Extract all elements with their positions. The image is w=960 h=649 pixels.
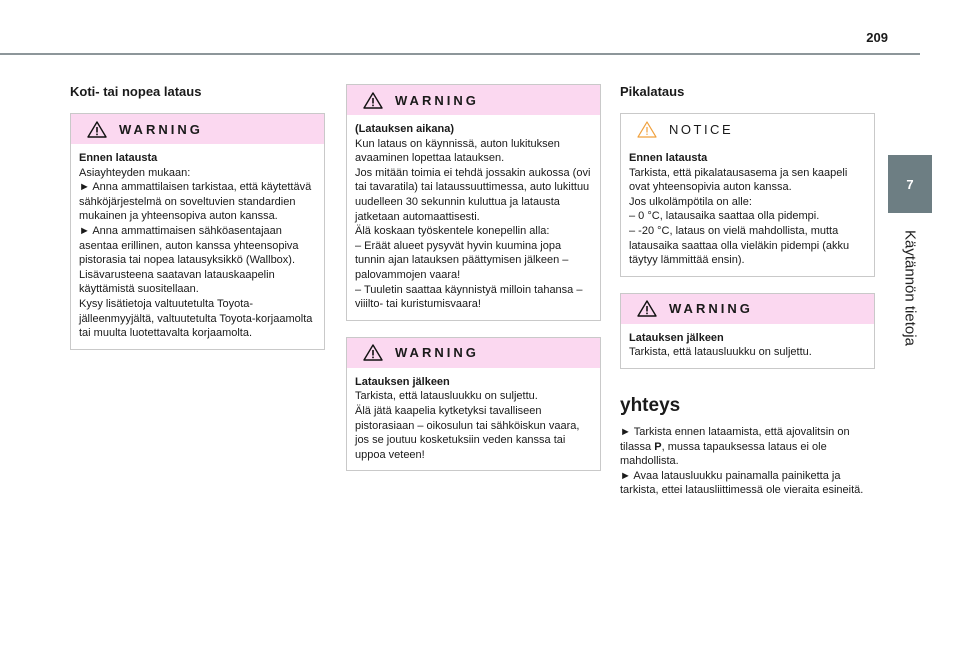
- warning-line: Kun lataus on käynnissä, auton lukituksen avaaminen lopettaa latauksen.: [355, 137, 560, 165]
- notice-triangle-icon: [637, 121, 657, 138]
- warning-line: – Tuuletin saattaa käynnistyä milloin tahansa – viiilto- tai kuristumisvaara!: [355, 283, 583, 311]
- connection-paragraph-1: ► Tarkista ennen lataamista, että ajovalitsin on tilassa P, mussa tapauksessa lataus ei ole mahdollista.: [620, 425, 850, 468]
- warning-box-before-charging: [70, 113, 325, 350]
- warning-line: Lisävarusteena saatavan latauskaapelin käyttämistä suositellaan.: [79, 268, 275, 296]
- warning-label: WARNING: [669, 301, 753, 317]
- warning-body: [71, 144, 324, 349]
- warning-box-after-charging: [346, 337, 601, 472]
- warning-body: [347, 368, 600, 471]
- notice-line: – 0 °C, latausaika saattaa olla pidempi.: [629, 210, 820, 223]
- warning-header: [347, 338, 600, 368]
- warning-triangle-icon: [87, 121, 107, 138]
- column-2: [346, 84, 601, 487]
- warning-line: – Eräät alueet pysyvät hyvin kuumina jopa tunnin ajan latauksen päättymisen jälkeen – palovammojen vaara!: [355, 239, 569, 281]
- warning-line: Tarkista, että latausluukku on suljettu.: [355, 390, 538, 403]
- warning-label: WARNING: [395, 92, 479, 108]
- section-title-home-charging: Koti- tai nopea lataus: [70, 84, 202, 99]
- warning-header: [71, 114, 324, 144]
- warning-line: Älä koskaan työskentele konepellin alla:: [355, 225, 550, 238]
- connection-text: [620, 425, 875, 498]
- warning-line: Kysy lisätietoja valtuutetulta Toyota-jälleenmyyjältä, valtuutetulta Toyota-korjaamolta tai muulta luotettavalta korjaamolta.: [79, 297, 313, 340]
- notice-line: Jos ulkolämpötila on alle:: [629, 195, 752, 208]
- page-number: 209: [866, 30, 888, 45]
- column-1: [70, 84, 325, 366]
- notice-header: [621, 114, 874, 144]
- top-rule: [0, 53, 920, 55]
- warning-box-during-charging: [346, 84, 601, 321]
- notice-line: Tarkista, että pikalatausasema ja sen kaapeli ovat yhteensopivia auton kanssa.: [629, 166, 848, 194]
- warning-lead: Latauksen jälkeen: [629, 331, 724, 344]
- warning-lead: Latauksen jälkeen: [355, 375, 450, 388]
- connection-paragraph-2: ► Avaa latausluukku painamalla painiketta ja tarkista, ettei latausliittimessä ole vieraita esineitä.: [620, 469, 864, 497]
- warning-line: ► Anna ammattilaisen tarkistaa, että käytettävä sähköjärjestelmä on soveltuvien standardien mukainen ja yhteensopiva auton kanssa.: [79, 181, 312, 223]
- warning-line: Älä jätä kaapelia kytketyksi tavalliseen pistorasiaan – oikosulun tai sähköiskun vaara, jos se joutuu kosketuksiin veden kanssa tai uppoa veteen!: [355, 404, 580, 461]
- notice-label: NOTICE: [669, 121, 734, 137]
- warning-label: WARNING: [395, 345, 479, 361]
- chapter-tab[interactable]: 7: [888, 155, 932, 213]
- connection-title: yhteys: [620, 394, 681, 416]
- warning-triangle-icon: [363, 92, 383, 109]
- section-title-fast-charging: Pikalataus: [620, 84, 685, 99]
- column-3: [620, 84, 875, 498]
- warning-lead: Ennen latausta: [79, 152, 158, 164]
- notice-lead: Ennen latausta: [629, 152, 708, 164]
- warning-triangle-icon: [637, 300, 657, 317]
- notice-line: – -20 °C, lataus on vielä mahdollista, mutta latausaika saattaa olla vieläkin pidempi (akku täytyy lämmittää ensin).: [629, 224, 850, 267]
- warning-header: [621, 294, 874, 324]
- warning-body: [347, 115, 600, 320]
- chapter-title: Käytännön tietoja: [901, 230, 919, 346]
- warning-label: WARNING: [119, 121, 203, 137]
- notice-body: [621, 144, 874, 276]
- warning-body: [621, 324, 874, 368]
- warning-triangle-icon: [363, 344, 383, 361]
- notice-box-before-charging: [620, 113, 875, 277]
- warning-line: Asiayhteyden mukaan:: [79, 166, 191, 179]
- warning-lead: (Latauksen aikana): [355, 123, 455, 135]
- warning-header: [347, 85, 600, 115]
- warning-line: ► Anna ammattimaisen sähköasentajaan asentaa erillinen, auton kanssa yhteensopiva pistorasia tai nopea latausyksikkö (Wallbox).: [79, 224, 299, 267]
- warning-line: Tarkista, että latausluukku on suljettu.: [629, 346, 812, 359]
- warning-box-after-fast-charging: [620, 293, 875, 369]
- warning-line: Jos mitään toimia ei tehdä jossakin aukossa (ovi tai tavaratila) tai lataussuuttimessa, auto lukittuu uudelleen 30 sekunnin kuluttua ja latausta jatketaan automaattisesti.: [355, 166, 591, 223]
